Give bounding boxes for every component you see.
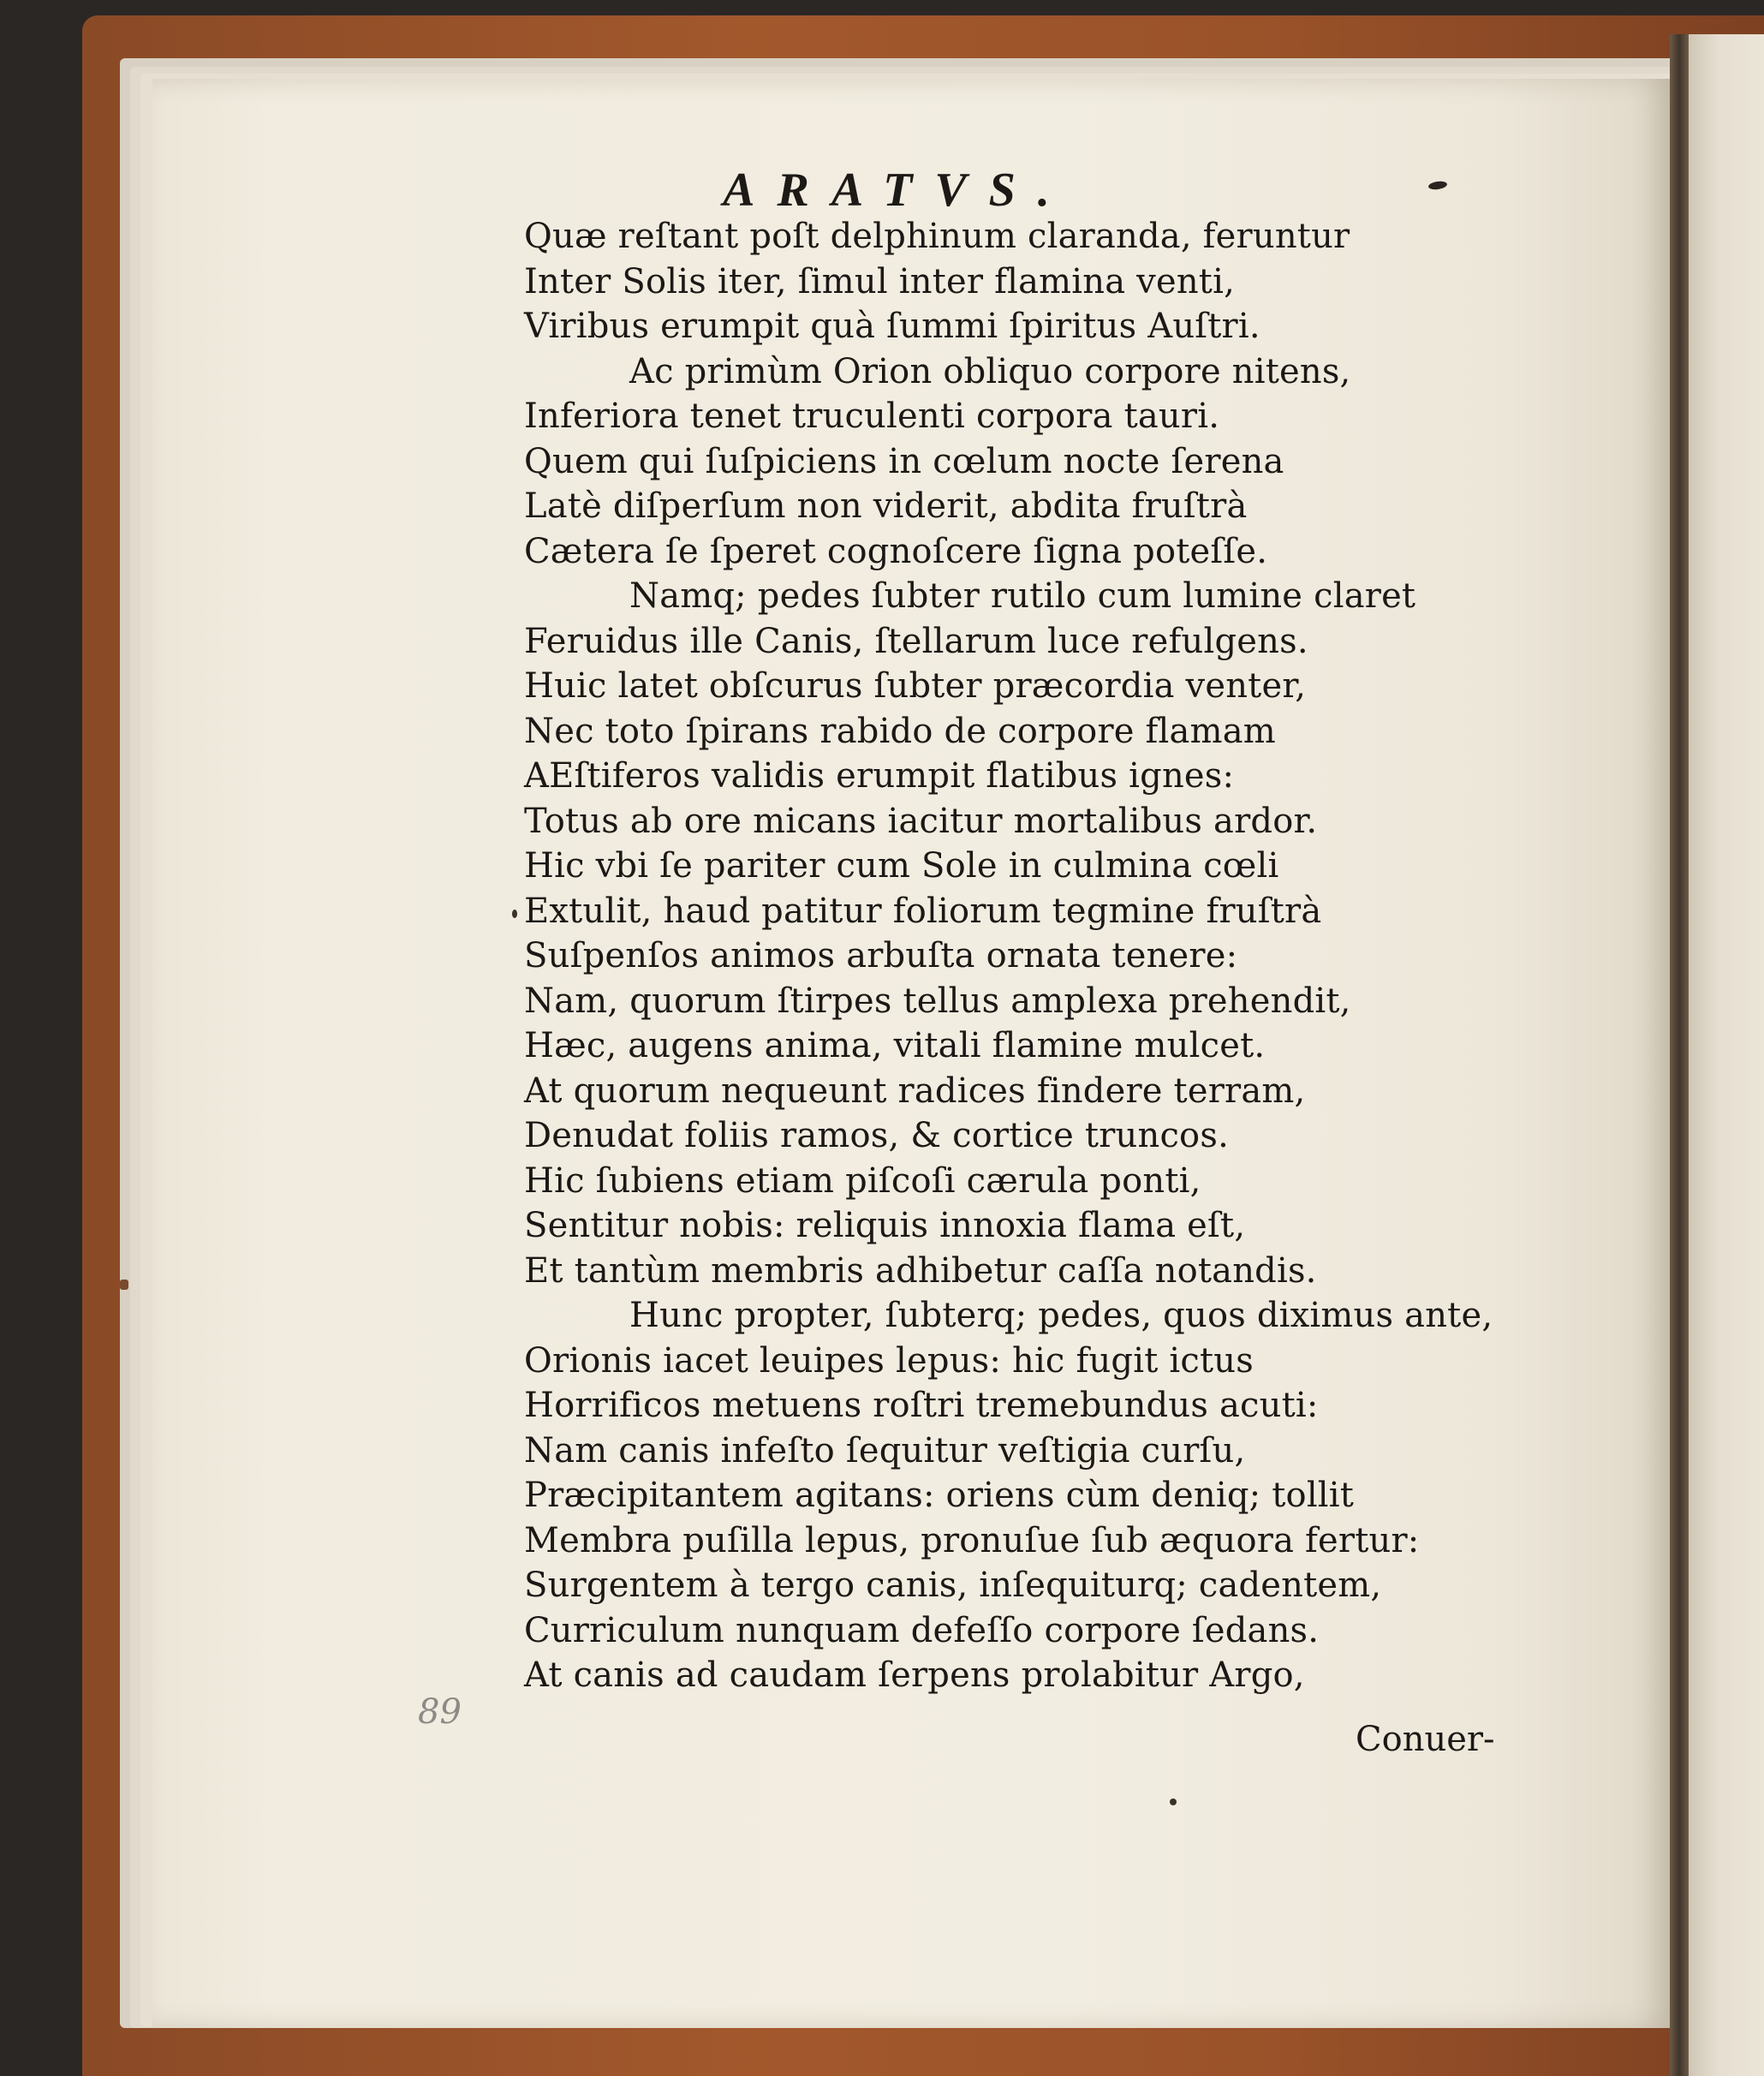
verse-line: Suſpenſos animos arbuſta ornata tenere: [524,936,1238,975]
verse-line: Hic ſubiens etiam piſcoſi cærula ponti, [524,1161,1201,1201]
verse-line: AEſtiferos validis erumpit flatibus ignes: [524,756,1235,796]
verse-line: Quæ reſtant poſt delphinum claranda, feruntur [524,217,1350,256]
verse-line: Membra puſilla lepus, pronuſue ſub æquora fertur: [524,1521,1420,1560]
verse-line: Hunc propter, ſubterq; pedes, quos diximus ante, [629,1296,1493,1335]
verse-line: At quorum nequeunt radices findere terram, [524,1071,1306,1111]
verse-line: Nam canis infeſto ſequitur veſtigia curſu, [524,1431,1246,1470]
page-edge-stain [120,1280,128,1290]
verse-line: Inter Solis iter, ſimul inter flamina venti, [524,262,1235,301]
verse-line: Præcipitantem agitans: oriens cùm deniq; tollit [524,1476,1355,1515]
verse-line: Et tantùm membris adhibetur caſſa notandis. [524,1251,1317,1291]
verse-line: Curriculum nunquam defeſſo corpore ſedans. [524,1611,1320,1650]
verse-line: Denudat foliis ramos, & cortice truncos. [524,1116,1229,1155]
catchword: Conuer- [1356,1720,1495,1759]
verse-line: Huic latet obſcurus ſubter præcordia venter, [524,666,1307,706]
verse-line: Inferiora tenet truculenti corpora tauri. [524,397,1220,436]
verse-line: Quem qui ſuſpiciens in cœlum nocte ſerena [524,442,1284,481]
verse-line: Sentitur nobis: reliquis innoxia flama eſt, [524,1206,1246,1245]
pencil-folio-note: 89 [418,1692,462,1732]
ink-speck [1170,1799,1177,1805]
verse-line: Orionis iacet leuipes lepus: hic fugit ictus [524,1341,1254,1381]
verse-line: Feruidus ille Canis, ſtellarum luce refulgens. [524,622,1308,661]
facing-page-edge [1689,34,1764,2076]
running-head: ARATVS. [723,164,1072,217]
book-gutter [1670,34,1689,2076]
verse-line: At canis ad caudam ſerpens prolabitur Argo, [524,1655,1305,1695]
verse-line: Extulit, haud patitur foliorum tegmine fruſtrà [524,892,1322,931]
verse-line: Horrificos metuens roſtri tremebundus acuti: [524,1386,1319,1425]
verse-line: Totus ab ore micans iacitur mortalibus ardor. [524,802,1318,841]
verse-line: Latè diſperſum non viderit, abdita fruſtrà [524,486,1248,526]
verse-line: Cætera ſe ſperet cognoſcere ſigna poteſſe. [524,532,1268,571]
verse-line: Ac primùm Orion obliquo corpore nitens, [629,352,1351,391]
verse-line: Hæc, augens anima, vitali flamine mulcet. [524,1026,1266,1065]
verse-line: Viribus erumpit quà ſummi ſpiritus Auſtri. [524,307,1260,346]
verse-line: Hic vbi ſe pariter cum Sole in culmina cœli [524,846,1279,886]
verse-line: Nam, quorum ſtirpes tellus amplexa prehendit, [524,981,1351,1021]
ink-speck [512,910,517,918]
verse-line: Namq; pedes ſubter rutilo cum lumine claret [629,576,1416,616]
verse-line: Surgentem à tergo canis, inſequiturq; cadentem, [524,1566,1382,1605]
verse-line: Nec toto ſpirans rabido de corpore flamam [524,712,1276,751]
